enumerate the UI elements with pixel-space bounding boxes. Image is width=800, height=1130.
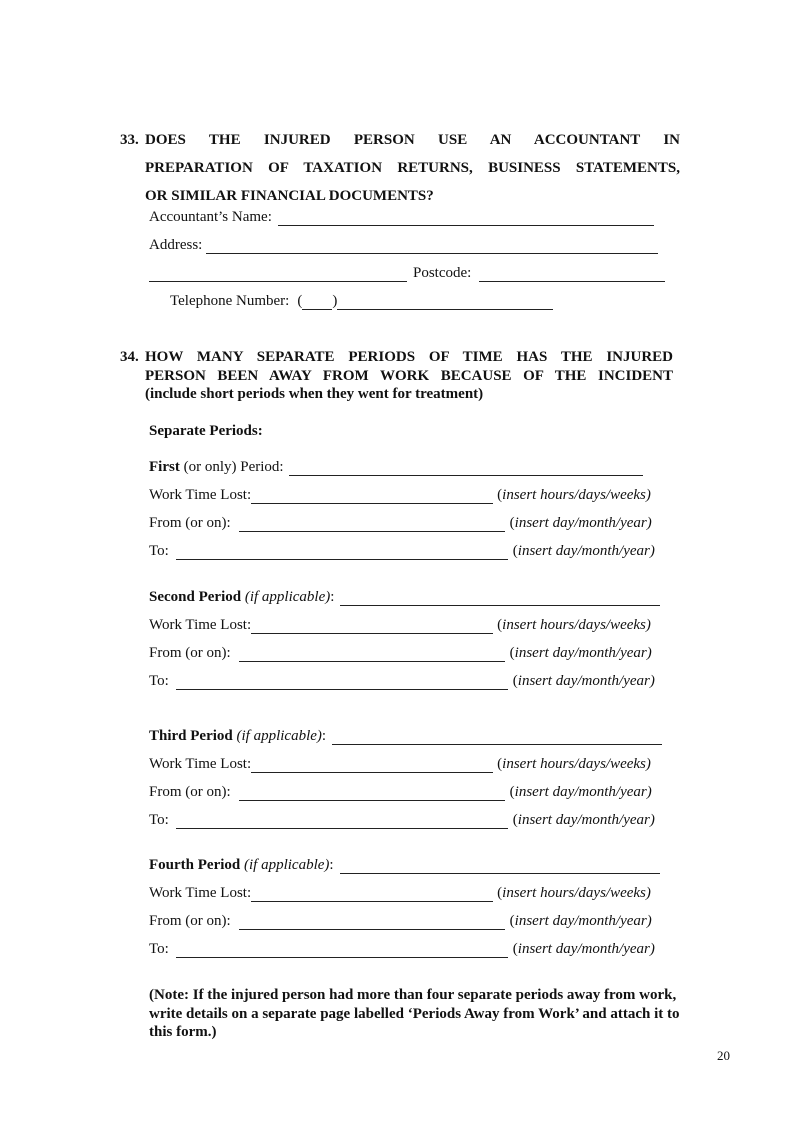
date-hint: insert day/month/year) [514, 515, 652, 531]
period-third-work-time-field[interactable] [251, 758, 493, 773]
period-third-to-field[interactable] [176, 814, 508, 829]
hint-open-paren: ( [509, 913, 515, 929]
work-time-label: Work Time Lost: [149, 617, 252, 633]
date-hint: insert day/month/year) [517, 543, 655, 559]
period-first-from-row [149, 515, 652, 532]
period-third-field[interactable] [332, 730, 662, 745]
period-first-row [149, 459, 643, 476]
address-field-line-1[interactable] [206, 239, 658, 254]
period-second-name: Second Period [149, 589, 242, 605]
hint-open-paren: ( [512, 673, 518, 689]
question-33-line-3: OR SIMILAR FINANCIAL DOCUMENTS? [145, 188, 434, 204]
hint-open-paren: ( [512, 543, 518, 559]
from-label: From (or on): [149, 913, 231, 929]
postcode-row [149, 265, 665, 282]
period-third-name: Third Period [149, 728, 233, 744]
hint-open-paren: ( [509, 784, 515, 800]
hint-open-paren: ( [497, 487, 503, 503]
date-hint: insert day/month/year) [514, 645, 652, 661]
telephone-row [170, 293, 553, 310]
hint-open-paren: ( [497, 617, 503, 633]
question-33 [120, 126, 680, 210]
period-second-to-field[interactable] [176, 675, 508, 690]
telephone-label: Telephone Number: [170, 293, 290, 309]
period-first-work-time-row [149, 487, 651, 504]
period-fourth-work-time-row [149, 885, 651, 902]
address-row [149, 237, 658, 254]
to-label: To: [149, 941, 169, 957]
period-second-to-row [149, 673, 655, 690]
period-second-from-field[interactable] [239, 647, 505, 662]
separate-periods-heading: Separate Periods: [149, 423, 263, 439]
question-34 [120, 348, 673, 404]
hours-hint: insert hours/days/weeks) [502, 487, 651, 503]
period-fourth-from-row [149, 913, 652, 930]
telephone-field[interactable] [337, 295, 553, 310]
period-fourth-to-field[interactable] [176, 943, 508, 958]
accountant-name-label: Accountant’s Name: [149, 209, 272, 225]
period-second-work-time-field[interactable] [251, 619, 493, 634]
question-33-number: 33. [120, 132, 139, 148]
period-third-suffix: (if applicable) [232, 728, 322, 744]
period-second-field[interactable] [340, 591, 660, 606]
area-code-field[interactable] [302, 295, 332, 310]
postcode-label: Postcode: [413, 265, 472, 281]
period-fourth-to-row [149, 941, 655, 958]
period-third-row [149, 728, 662, 745]
question-33-line-1: DOES THE INJURED PERSON USE AN ACCOUNTANT IN [145, 132, 680, 148]
question-33-line-2: PREPARATION OF TAXATION RETURNS, BUSINESS STATEMENTS, [145, 160, 680, 176]
date-hint: insert day/month/year) [514, 784, 652, 800]
from-label: From (or on): [149, 645, 231, 661]
period-third-from-field[interactable] [239, 786, 505, 801]
question-34-line-1: HOW MANY SEPARATE PERIODS OF TIME HAS THE INJURED [145, 349, 673, 365]
period-first-work-time-field[interactable] [251, 489, 493, 504]
period-second-from-row [149, 645, 652, 662]
period-fourth-from-field[interactable] [239, 915, 505, 930]
hint-open-paren: ( [509, 515, 515, 531]
to-label: To: [149, 673, 169, 689]
period-second-suffix: (if applicable) [241, 589, 331, 605]
period-third-from-row [149, 784, 652, 801]
address-label: Address: [149, 237, 203, 253]
period-third-to-row [149, 812, 655, 829]
period-fourth-field[interactable] [340, 859, 660, 874]
period-fourth-row [149, 857, 660, 874]
date-hint: insert day/month/year) [517, 673, 655, 689]
period-second-work-time-row [149, 617, 651, 634]
question-34-line-3: (include short periods when they went for treatment) [145, 386, 484, 402]
period-fourth-suffix: (if applicable) [240, 857, 330, 873]
hint-open-paren: ( [497, 756, 503, 772]
note-paragraph: (Note: If the injured person had more than four separate periods away from work, write details on a separate page labelled ‘Periods Away from Work’ and attach it to this form.) [149, 987, 680, 1040]
to-label: To: [149, 543, 169, 559]
period-first-suffix: (or only) Period: [179, 459, 284, 475]
hint-open-paren: ( [509, 645, 515, 661]
date-hint: insert day/month/year) [514, 913, 652, 929]
question-34-line-2: PERSON BEEN AWAY FROM WORK BECAUSE OF THE INCIDENT [145, 367, 673, 384]
hint-open-paren: ( [497, 885, 503, 901]
hours-hint: insert hours/days/weeks) [502, 885, 651, 901]
period-third-work-time-row [149, 756, 651, 773]
from-label: From (or on): [149, 784, 231, 800]
period-second-row [149, 589, 660, 606]
from-label: From (or on): [149, 515, 231, 531]
hint-open-paren: ( [512, 812, 518, 828]
period-first-to-row [149, 543, 655, 560]
hours-hint: insert hours/days/weeks) [502, 617, 651, 633]
area-code-open-paren: ( [297, 293, 303, 309]
period-first-field[interactable] [289, 461, 643, 476]
period-colon: : [330, 589, 335, 605]
accountant-name-field[interactable] [278, 211, 654, 226]
accountant-name-row [149, 209, 654, 226]
date-hint: insert day/month/year) [517, 941, 655, 957]
work-time-label: Work Time Lost: [149, 756, 252, 772]
period-colon: : [321, 728, 327, 744]
period-colon: : [329, 857, 334, 873]
address-field-line-2[interactable] [149, 267, 407, 282]
period-fourth-work-time-field[interactable] [251, 887, 493, 902]
to-label: To: [149, 812, 169, 828]
period-first-from-field[interactable] [239, 517, 505, 532]
hint-open-paren: ( [512, 941, 518, 957]
period-fourth-name: Fourth Period [149, 857, 241, 873]
page-number: 20 [717, 1048, 730, 1063]
period-first-to-field[interactable] [176, 545, 508, 560]
work-time-label: Work Time Lost: [149, 487, 252, 503]
hours-hint: insert hours/days/weeks) [502, 756, 651, 772]
period-first-name: First [149, 459, 180, 475]
area-code-close-paren: ) [332, 293, 338, 309]
question-34-number: 34. [120, 349, 139, 365]
postcode-field[interactable] [479, 267, 665, 282]
work-time-label: Work Time Lost: [149, 885, 252, 901]
date-hint: insert day/month/year) [517, 812, 655, 828]
